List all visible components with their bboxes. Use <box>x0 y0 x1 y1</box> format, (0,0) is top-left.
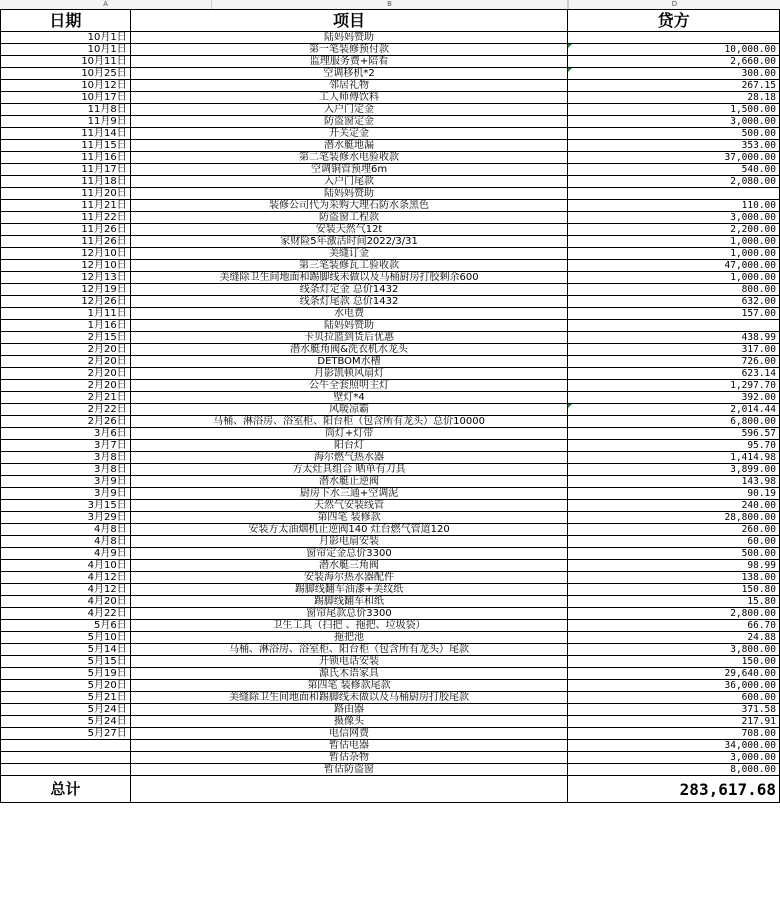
amount-cell[interactable]: 300.00 <box>568 68 780 80</box>
ledger-row <box>1 656 780 668</box>
date-cell[interactable]: 2月22日 <box>1 404 131 416</box>
ledger-row <box>1 248 780 260</box>
item-cell[interactable]: 马桶、淋浴房、浴室柜、阳台柜（包含所有龙头）总价10000 <box>130 416 568 428</box>
amount-cell[interactable]: 90.19 <box>568 488 780 500</box>
date-cell[interactable]: 5月19日 <box>1 668 131 680</box>
amount-cell[interactable]: 3,000.00 <box>568 116 780 128</box>
date-cell[interactable]: 1月11日 <box>1 308 131 320</box>
date-cell[interactable] <box>1 752 131 764</box>
date-cell[interactable]: 11月20日 <box>1 188 131 200</box>
header-row <box>1 10 780 32</box>
ledger-row <box>1 296 780 308</box>
ledger-row <box>1 344 780 356</box>
item-cell[interactable]: 第二笔装修水电验收款 <box>130 152 568 164</box>
item-cell[interactable]: 暂估防盗窗 <box>130 764 568 776</box>
date-cell[interactable]: 3月15日 <box>1 500 131 512</box>
ledger-row <box>1 116 780 128</box>
ledger-row <box>1 152 780 164</box>
ledger-row <box>1 440 780 452</box>
date-cell[interactable]: 12月13日 <box>1 272 131 284</box>
date-cell[interactable]: 11月18日 <box>1 176 131 188</box>
ledger-row <box>1 584 780 596</box>
amount-cell[interactable]: 8,000.00 <box>568 764 780 776</box>
header-date[interactable]: 日期 <box>1 10 131 32</box>
date-cell[interactable]: 12月10日 <box>1 248 131 260</box>
item-cell[interactable]: 潜水艇地漏 <box>130 140 568 152</box>
amount-cell[interactable]: 438.99 <box>568 332 780 344</box>
amount-cell[interactable]: 267.15 <box>568 80 780 92</box>
ledger-row <box>1 392 780 404</box>
date-cell[interactable]: 11月16日 <box>1 152 131 164</box>
ledger-row <box>1 224 780 236</box>
amount-cell[interactable]: 66.70 <box>568 620 780 632</box>
date-cell[interactable]: 5月24日 <box>1 704 131 716</box>
ledger-row <box>1 476 780 488</box>
item-cell[interactable]: 摄像头 <box>130 716 568 728</box>
date-cell[interactable]: 2月21日 <box>1 392 131 404</box>
ledger-row <box>1 596 780 608</box>
amount-cell[interactable]: 392.00 <box>568 392 780 404</box>
amount-cell[interactable]: 143.98 <box>568 476 780 488</box>
ledger-row <box>1 548 780 560</box>
item-cell[interactable]: 陆妈妈赞助 <box>130 320 568 332</box>
date-cell[interactable]: 5月15日 <box>1 656 131 668</box>
item-cell[interactable]: 暂估杂物 <box>130 752 568 764</box>
item-cell[interactable]: 空调移机*2 <box>130 68 568 80</box>
date-cell[interactable]: 5月27日 <box>1 728 131 740</box>
date-cell[interactable]: 12月19日 <box>1 284 131 296</box>
amount-cell[interactable] <box>568 32 780 44</box>
amount-cell[interactable]: 708.00 <box>568 728 780 740</box>
total-row <box>1 776 780 803</box>
item-cell[interactable]: 美缝除卫生间地面和踢脚线未做以及马桶厨房打胶尾款 <box>130 692 568 704</box>
date-cell[interactable]: 11月9日 <box>1 116 131 128</box>
item-cell[interactable]: 工人师傅饮料 <box>130 92 568 104</box>
amount-cell[interactable]: 1,000.00 <box>568 248 780 260</box>
ledger-row <box>1 128 780 140</box>
amount-cell[interactable]: 95.70 <box>568 440 780 452</box>
item-cell[interactable]: 家财险5年激活时间2022/3/31 <box>130 236 568 248</box>
item-cell[interactable]: 安装海尔热水器配件 <box>130 572 568 584</box>
item-cell[interactable]: 开关定金 <box>130 128 568 140</box>
date-cell[interactable]: 11月22日 <box>1 212 131 224</box>
date-cell[interactable]: 4月9日 <box>1 548 131 560</box>
amount-cell[interactable]: 317.00 <box>568 344 780 356</box>
date-cell[interactable]: 11月8日 <box>1 104 131 116</box>
item-cell[interactable]: 方太灶具组合 晒单有刀具 <box>130 464 568 476</box>
item-cell[interactable]: 踢脚线翻车和纸 <box>130 596 568 608</box>
ledger-row <box>1 416 780 428</box>
ledger-row <box>1 560 780 572</box>
amount-cell[interactable]: 540.00 <box>568 164 780 176</box>
column-header-b[interactable]: B <box>212 0 568 9</box>
ledger-row <box>1 500 780 512</box>
date-cell[interactable]: 4月8日 <box>1 524 131 536</box>
item-cell[interactable]: 卡贝拉篮到货后优惠 <box>130 332 568 344</box>
ledger-row <box>1 92 780 104</box>
item-cell[interactable]: 电信网费 <box>130 728 568 740</box>
ledger-row <box>1 68 780 80</box>
date-cell[interactable]: 12月10日 <box>1 260 131 272</box>
amount-cell[interactable]: 3,000.00 <box>568 752 780 764</box>
ledger-row <box>1 716 780 728</box>
item-cell[interactable]: 线条灯尾款 总价1432 <box>130 296 568 308</box>
item-cell[interactable]: 第四笔 装修款尾款 <box>130 680 568 692</box>
ledger-row <box>1 572 780 584</box>
ledger-row <box>1 44 780 56</box>
item-cell[interactable]: 拖把池 <box>130 632 568 644</box>
item-cell[interactable]: 美缝订金 <box>130 248 568 260</box>
item-cell[interactable]: 月影凯顿风扇灯 <box>130 368 568 380</box>
ledger-row <box>1 752 780 764</box>
date-cell[interactable]: 5月6日 <box>1 620 131 632</box>
ledger-row <box>1 200 780 212</box>
amount-cell[interactable]: 596.57 <box>568 428 780 440</box>
date-cell[interactable]: 11月26日 <box>1 224 131 236</box>
amount-cell[interactable]: 1,000.00 <box>568 236 780 248</box>
amount-cell[interactable]: 15.80 <box>568 596 780 608</box>
item-cell[interactable]: 陆妈妈赞助 <box>130 32 568 44</box>
date-cell[interactable]: 10月25日 <box>1 68 131 80</box>
amount-cell[interactable]: 37,000.00 <box>568 152 780 164</box>
column-header-a[interactable]: A <box>0 0 212 9</box>
date-cell[interactable]: 4月10日 <box>1 560 131 572</box>
item-cell[interactable]: 源氏木语家具 <box>130 668 568 680</box>
ledger-row <box>1 140 780 152</box>
item-cell[interactable]: 马桶、淋浴房、浴室柜、阳台柜（包含所有龙头）尾款 <box>130 644 568 656</box>
ledger-row <box>1 356 780 368</box>
ledger-row <box>1 620 780 632</box>
date-cell[interactable]: 3月29日 <box>1 512 131 524</box>
amount-cell[interactable]: 371.58 <box>568 704 780 716</box>
date-cell[interactable]: 10月1日 <box>1 44 131 56</box>
amount-cell[interactable]: 6,800.00 <box>568 416 780 428</box>
date-cell[interactable]: 2月26日 <box>1 416 131 428</box>
date-cell[interactable]: 4月22日 <box>1 608 131 620</box>
item-cell[interactable]: 水电费 <box>130 308 568 320</box>
ledger-row <box>1 188 780 200</box>
item-cell[interactable]: 入户门定金 <box>130 104 568 116</box>
date-cell[interactable]: 10月11日 <box>1 56 131 68</box>
amount-cell[interactable]: 800.00 <box>568 284 780 296</box>
ledger-row <box>1 524 780 536</box>
ledger-row <box>1 80 780 92</box>
item-cell[interactable]: DETBOM水槽 <box>130 356 568 368</box>
date-cell[interactable]: 4月12日 <box>1 572 131 584</box>
ledger-row <box>1 452 780 464</box>
item-cell[interactable]: 第一笔装修预付款 <box>130 44 568 56</box>
amount-cell[interactable]: 110.00 <box>568 200 780 212</box>
date-cell[interactable]: 3月7日 <box>1 440 131 452</box>
date-cell[interactable]: 5月10日 <box>1 632 131 644</box>
ledger-row <box>1 680 780 692</box>
item-cell[interactable]: 开锁电话安装 <box>130 656 568 668</box>
date-cell[interactable]: 10月17日 <box>1 92 131 104</box>
ledger-row <box>1 380 780 392</box>
item-cell[interactable]: 踢脚线翻车油漆+美纹纸 <box>130 584 568 596</box>
amount-cell[interactable]: 2,200.00 <box>568 224 780 236</box>
ledger-row <box>1 368 780 380</box>
amount-cell[interactable]: 260.00 <box>568 524 780 536</box>
amount-cell[interactable]: 1,414.98 <box>568 452 780 464</box>
ledger-row <box>1 104 780 116</box>
amount-cell[interactable]: 28,800.00 <box>568 512 780 524</box>
date-cell[interactable]: 3月8日 <box>1 452 131 464</box>
ledger-row <box>1 260 780 272</box>
amount-cell[interactable]: 2,080.00 <box>568 176 780 188</box>
ledger-row <box>1 512 780 524</box>
item-cell[interactable]: 窗帘定金总价3300 <box>130 548 568 560</box>
item-cell[interactable]: 安装天然气12t <box>130 224 568 236</box>
date-cell[interactable]: 2月20日 <box>1 380 131 392</box>
item-cell[interactable]: 窗帘尾款总价3300 <box>130 608 568 620</box>
date-cell[interactable]: 4月8日 <box>1 536 131 548</box>
amount-cell[interactable]: 632.00 <box>568 296 780 308</box>
amount-cell[interactable]: 3,800.00 <box>568 644 780 656</box>
amount-cell[interactable]: 726.00 <box>568 356 780 368</box>
item-cell[interactable]: 厨房下水三通+空调泥 <box>130 488 568 500</box>
item-cell[interactable]: 天然气安装线管 <box>130 500 568 512</box>
amount-cell[interactable]: 47,000.00 <box>568 260 780 272</box>
ledger-row <box>1 284 780 296</box>
item-cell[interactable]: 风暖凉霸 <box>130 404 568 416</box>
item-cell[interactable]: 防盗窗定金 <box>130 116 568 128</box>
amount-cell[interactable]: 623.14 <box>568 368 780 380</box>
date-cell[interactable] <box>1 740 131 752</box>
date-cell[interactable]: 11月26日 <box>1 236 131 248</box>
item-cell[interactable]: 空调铜管预埋6m <box>130 164 568 176</box>
ledger-row <box>1 236 780 248</box>
total-label[interactable]: 总计 <box>1 776 131 803</box>
item-cell[interactable]: 筒灯+灯带 <box>130 428 568 440</box>
ledger-row <box>1 320 780 332</box>
amount-cell[interactable]: 2,800.00 <box>568 608 780 620</box>
date-cell[interactable]: 5月24日 <box>1 716 131 728</box>
date-cell[interactable]: 2月20日 <box>1 368 131 380</box>
amount-cell[interactable]: 1,500.00 <box>568 104 780 116</box>
amount-cell[interactable]: 28.18 <box>568 92 780 104</box>
item-cell[interactable]: 邻居礼物 <box>130 80 568 92</box>
amount-cell[interactable]: 3,899.00 <box>568 464 780 476</box>
date-cell[interactable]: 5月21日 <box>1 692 131 704</box>
header-credit[interactable]: 贷方 <box>568 10 780 32</box>
date-cell[interactable]: 1月16日 <box>1 320 131 332</box>
ledger-row <box>1 212 780 224</box>
item-cell[interactable]: 潜水艇三角阀 <box>130 560 568 572</box>
date-cell[interactable]: 3月8日 <box>1 464 131 476</box>
total-amount[interactable]: 283,617.68 <box>568 776 780 803</box>
item-cell[interactable]: 线条灯定金 总价1432 <box>130 284 568 296</box>
ledger-row <box>1 704 780 716</box>
amount-cell[interactable]: 500.00 <box>568 128 780 140</box>
item-cell[interactable]: 第三笔装修瓦工验收款 <box>130 260 568 272</box>
ledger-row <box>1 764 780 776</box>
amount-cell[interactable]: 150.80 <box>568 584 780 596</box>
amount-cell[interactable]: 60.00 <box>568 536 780 548</box>
ledger-row <box>1 332 780 344</box>
item-cell[interactable]: 阳台灯 <box>130 440 568 452</box>
amount-cell[interactable]: 98.99 <box>568 560 780 572</box>
date-cell[interactable]: 2月20日 <box>1 356 131 368</box>
item-cell[interactable]: 监理服务费+陪看 <box>130 56 568 68</box>
item-cell[interactable]: 壁灯*4 <box>130 392 568 404</box>
item-cell[interactable]: 装修公司代为采购大理石防水条黑色 <box>130 200 568 212</box>
date-cell[interactable]: 3月9日 <box>1 476 131 488</box>
date-cell[interactable]: 12月26日 <box>1 296 131 308</box>
date-cell[interactable]: 4月20日 <box>1 596 131 608</box>
amount-cell[interactable] <box>568 188 780 200</box>
item-cell[interactable]: 美缝除卫生间地面和踢脚线未做以及马桶厨房打胶剩余600 <box>130 272 568 284</box>
ledger-row <box>1 536 780 548</box>
ledger-row <box>1 632 780 644</box>
date-cell[interactable] <box>1 764 131 776</box>
item-cell[interactable]: 入户门尾款 <box>130 176 568 188</box>
item-cell[interactable]: 卫生工具（扫把 、拖把、垃圾袋） <box>130 620 568 632</box>
ledger-row <box>1 464 780 476</box>
ledger-row <box>1 404 780 416</box>
amount-cell[interactable]: 600.00 <box>568 692 780 704</box>
total-empty-cell[interactable] <box>130 776 568 803</box>
amount-cell[interactable]: 10,000.00 <box>568 44 780 56</box>
date-cell[interactable]: 11月15日 <box>1 140 131 152</box>
date-cell[interactable]: 11月17日 <box>1 164 131 176</box>
amount-cell[interactable]: 34,000.00 <box>568 740 780 752</box>
ledger-row <box>1 740 780 752</box>
item-cell[interactable]: 潜水艇角阀&洗衣机水龙头 <box>130 344 568 356</box>
amount-cell[interactable]: 1,297.70 <box>568 380 780 392</box>
ledger-row <box>1 692 780 704</box>
amount-cell[interactable]: 2,660.00 <box>568 56 780 68</box>
amount-cell[interactable]: 1,000.00 <box>568 272 780 284</box>
date-cell[interactable]: 5月20日 <box>1 680 131 692</box>
item-cell[interactable]: 潜水艇止逆阀 <box>130 476 568 488</box>
column-header-bar <box>0 0 780 9</box>
date-cell[interactable]: 2月15日 <box>1 332 131 344</box>
ledger-row <box>1 728 780 740</box>
ledger-table <box>0 9 780 803</box>
item-cell[interactable]: 陆妈妈赞助 <box>130 188 568 200</box>
item-cell[interactable]: 第四笔 装修款 <box>130 512 568 524</box>
amount-cell[interactable]: 36,000.00 <box>568 680 780 692</box>
ledger-row <box>1 608 780 620</box>
item-cell[interactable]: 路由器 <box>130 704 568 716</box>
amount-cell[interactable]: 500.00 <box>568 548 780 560</box>
amount-cell[interactable]: 24.88 <box>568 632 780 644</box>
column-header-d[interactable]: D <box>569 0 780 9</box>
amount-cell[interactable]: 240.00 <box>568 500 780 512</box>
amount-cell[interactable]: 2,014.44 <box>568 404 780 416</box>
amount-cell[interactable]: 217.91 <box>568 716 780 728</box>
ledger-row <box>1 272 780 284</box>
ledger-row <box>1 164 780 176</box>
ledger-row <box>1 428 780 440</box>
date-cell[interactable]: 3月6日 <box>1 428 131 440</box>
amount-cell[interactable]: 353.00 <box>568 140 780 152</box>
amount-cell[interactable]: 29,640.00 <box>568 668 780 680</box>
date-cell[interactable]: 10月1日 <box>1 32 131 44</box>
date-cell[interactable]: 2月20日 <box>1 344 131 356</box>
ledger-row <box>1 668 780 680</box>
date-cell[interactable]: 11月14日 <box>1 128 131 140</box>
header-item[interactable]: 项目 <box>130 10 568 32</box>
item-cell[interactable]: 暂估电器 <box>130 740 568 752</box>
item-cell[interactable]: 海尔燃气热水器 <box>130 452 568 464</box>
amount-cell[interactable]: 3,000.00 <box>568 212 780 224</box>
item-cell[interactable]: 防盗窗工程款 <box>130 212 568 224</box>
date-cell[interactable]: 4月12日 <box>1 584 131 596</box>
ledger-row <box>1 308 780 320</box>
ledger-row <box>1 176 780 188</box>
ledger-row <box>1 32 780 44</box>
item-cell[interactable]: 安装方太油烟机止逆阀140 灶台燃气管道120 <box>130 524 568 536</box>
item-cell[interactable]: 公牛全套照明主灯 <box>130 380 568 392</box>
ledger-row <box>1 488 780 500</box>
date-cell[interactable]: 5月14日 <box>1 644 131 656</box>
date-cell[interactable]: 10月12日 <box>1 80 131 92</box>
date-cell[interactable]: 11月21日 <box>1 200 131 212</box>
amount-cell[interactable]: 157.00 <box>568 308 780 320</box>
ledger-row <box>1 56 780 68</box>
amount-cell[interactable] <box>568 320 780 332</box>
ledger-row <box>1 644 780 656</box>
date-cell[interactable]: 3月9日 <box>1 488 131 500</box>
amount-cell[interactable]: 150.00 <box>568 656 780 668</box>
amount-cell[interactable]: 138.00 <box>568 572 780 584</box>
item-cell[interactable]: 月影电扇安装 <box>130 536 568 548</box>
